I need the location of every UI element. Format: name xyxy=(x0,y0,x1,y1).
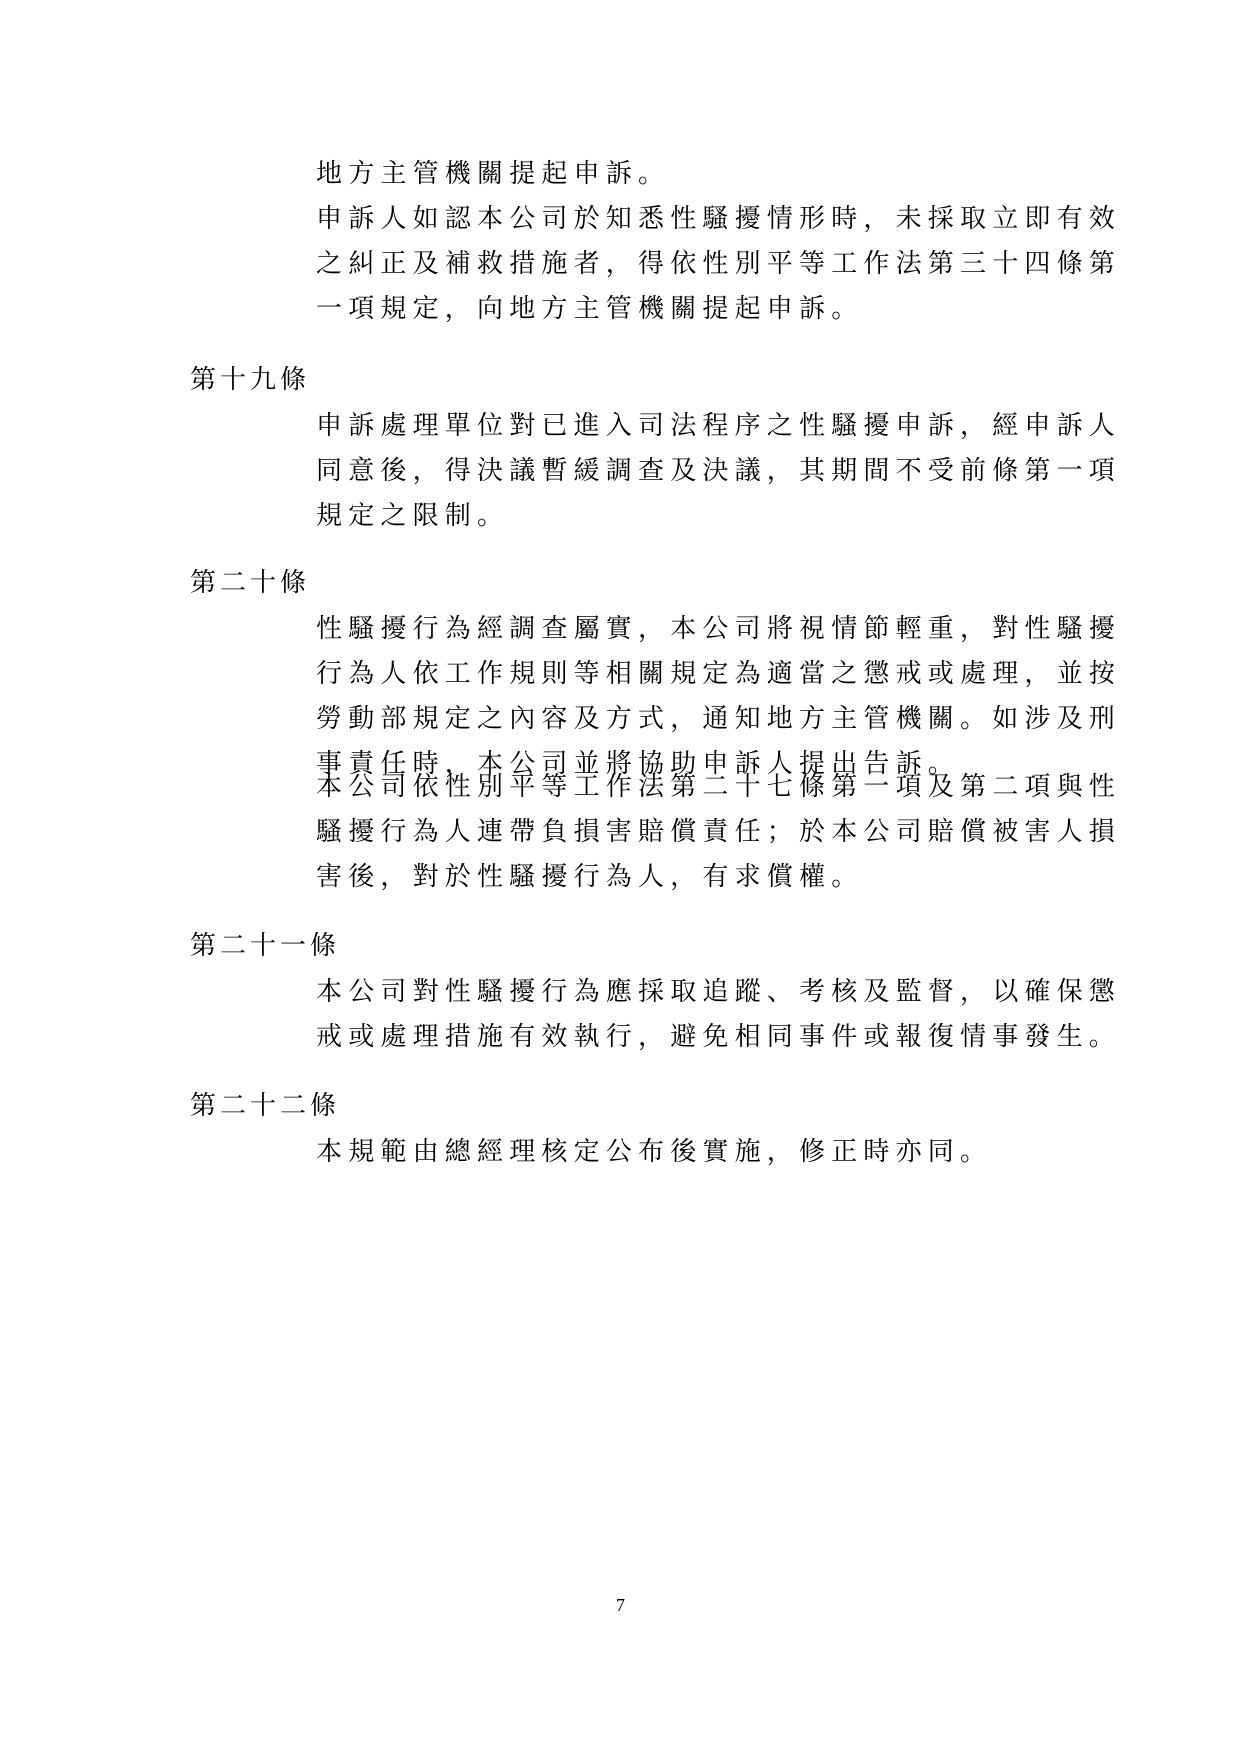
paragraph-line: 戒或處理措施有效執行，避免相同事件或報復情事發生。 xyxy=(316,1022,1122,1052)
paragraph-line: 一項規定，向地方主管機關提起申訴。 xyxy=(316,294,864,324)
article-19-paragraph xyxy=(316,404,1122,539)
paragraph-line: 地方主管機關提起申訴。 xyxy=(316,159,671,189)
paragraph-line: 本公司對性騷擾行為應採取追蹤、考核及監督，以確保懲 xyxy=(316,977,1122,1007)
paragraph-line: 申訴人如認本公司於知悉性騷擾情形時，未採取立即有效 xyxy=(316,204,1122,234)
paragraph-line: 申訴處理單位對已進入司法程序之性騷擾申訴，經申訴人 xyxy=(316,411,1122,441)
paragraph-line: 騷擾行為人連帶負損害賠償責任；於本公司賠償被害人損 xyxy=(316,817,1122,847)
page-number: 7 xyxy=(616,1595,625,1615)
article-20-paragraph-2 xyxy=(316,765,1122,900)
article-21-heading: 第二十一條 xyxy=(190,931,341,961)
paragraph-line: 勞動部規定之內容及方式，通知地方主管機關。如涉及刑 xyxy=(316,704,1122,734)
paragraph-line: 行為人依工作規則等相關規定為適當之懲戒或處理，並按 xyxy=(316,659,1122,689)
paragraph-line: 事責任時，本公司並將協助申訴人提出告訴。 xyxy=(316,749,961,779)
paragraph-line: 害後，對於性騷擾行為人，有求償權。 xyxy=(316,862,864,892)
article-21-paragraph xyxy=(316,970,1122,1060)
article-22-paragraph xyxy=(316,1130,1056,1175)
article-19-heading: 第十九條 xyxy=(190,365,311,395)
carryover-paragraph-appeal xyxy=(316,197,1122,332)
paragraph-line: 之糾正及補救措施者，得依性別平等工作法第三十四條第 xyxy=(316,249,1122,279)
carryover-paragraph-end xyxy=(316,152,1056,197)
paragraph-line: 性騷擾行為經調查屬實，本公司將視情節輕重，對性騷擾 xyxy=(316,614,1122,644)
article-20-heading: 第二十條 xyxy=(190,568,311,598)
article-22-heading: 第二十二條 xyxy=(190,1091,341,1121)
paragraph-line: 規定之限制。 xyxy=(316,501,510,531)
paragraph-line: 本公司依性別平等工作法第二十七條第一項及第二項與性 xyxy=(316,772,1122,802)
paragraph-line: 同意後，得決議暫緩調查及決議，其期間不受前條第一項 xyxy=(316,456,1122,486)
paragraph-line: 本規範由總經理核定公布後實施，修正時亦同。 xyxy=(316,1137,993,1167)
